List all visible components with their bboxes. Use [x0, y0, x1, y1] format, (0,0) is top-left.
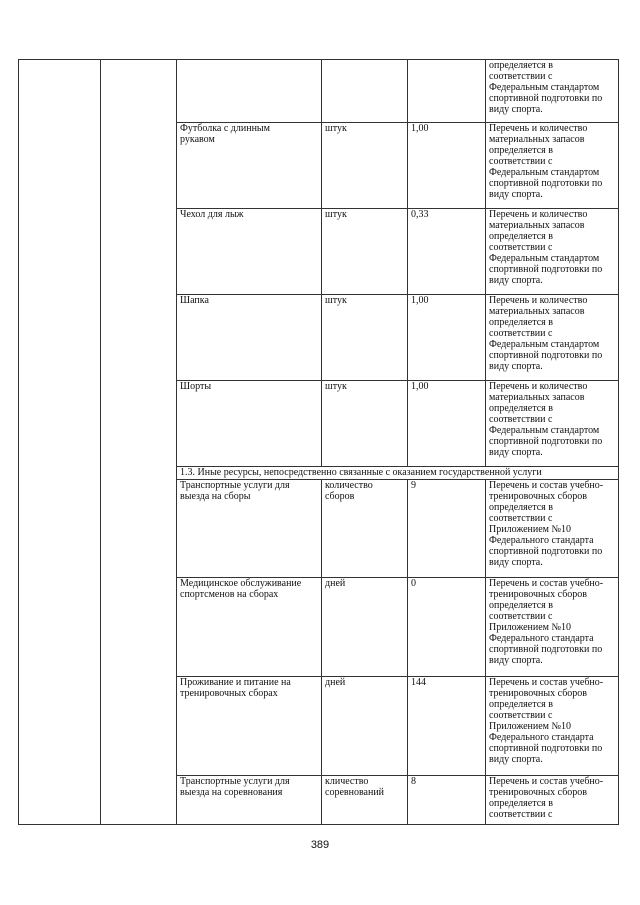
- quantity-cell: 0: [408, 578, 486, 677]
- unit-cell: штук: [322, 209, 408, 295]
- resources-table: [18, 59, 619, 825]
- note-cell: Перечень и состав учебно- тренировочных сборов определяется в соответствии с Приложением №10 Федерального стандарта спортивной подготовки по виду спорта.: [486, 578, 619, 677]
- table-row: [19, 60, 619, 123]
- item-name-cell: Шорты: [177, 381, 322, 467]
- note-cell: Перечень и количество материальных запасов определяется в соответствии с Федеральным стандартом спортивной подготовки по виду спорта.: [486, 381, 619, 467]
- note-cell: Перечень и количество материальных запасов определяется в соответствии с Федеральным стандартом спортивной подготовки по виду спорта.: [486, 123, 619, 209]
- note-cell: Перечень и количество материальных запасов определяется в соответствии с Федеральным стандартом спортивной подготовки по виду спорта.: [486, 295, 619, 381]
- item-name-cell: Шапка: [177, 295, 322, 381]
- unit-cell: штук: [322, 381, 408, 467]
- item-name-cell: Футболка с длинным рукавом: [177, 123, 322, 209]
- unit-cell: количество сборов: [322, 480, 408, 578]
- quantity-cell: 9: [408, 480, 486, 578]
- unit-cell: [322, 60, 408, 123]
- unit-cell: кличество соревнований: [322, 776, 408, 825]
- note-cell: Перечень и состав учебно- тренировочных сборов определяется в соответствии с Приложением №10 Федерального стандарта спортивной подготовки по виду спорта.: [486, 677, 619, 776]
- note-cell: Перечень и состав учебно- тренировочных сборов определяется в соответствии с Приложением №10 Федерального стандарта спортивной подготовки по виду спорта.: [486, 480, 619, 578]
- unit-cell: штук: [322, 123, 408, 209]
- item-name-cell: Чехол для лыж: [177, 209, 322, 295]
- unit-cell: штук: [322, 295, 408, 381]
- note-cell: определяется в соответствии с Федеральным стандартом спортивной подготовки по виду спорта.: [486, 60, 619, 123]
- quantity-cell: 144: [408, 677, 486, 776]
- unit-cell: дней: [322, 578, 408, 677]
- item-name-cell: [177, 60, 322, 123]
- item-name-cell: Транспортные услуги для выезда на сборы: [177, 480, 322, 578]
- quantity-cell: 1,00: [408, 295, 486, 381]
- section-title: 1.3. Иные ресурсы, непосредственно связанные с оказанием государственной услуги: [177, 467, 619, 480]
- note-cell: Перечень и количество материальных запасов определяется в соответствии с Федеральным стандартом спортивной подготовки по виду спорта.: [486, 209, 619, 295]
- quantity-cell: 1,00: [408, 123, 486, 209]
- quantity-cell: 8: [408, 776, 486, 825]
- merged-cell-col1: [19, 60, 101, 825]
- quantity-cell: [408, 60, 486, 123]
- quantity-cell: 0,33: [408, 209, 486, 295]
- item-name-cell: Транспортные услуги для выезда на соревнования: [177, 776, 322, 825]
- note-cell: Перечень и состав учебно- тренировочных сборов определяется в соответствии с: [486, 776, 619, 825]
- item-name-cell: Проживание и питание на тренировочных сборах: [177, 677, 322, 776]
- merged-cell-col2: [101, 60, 177, 825]
- item-name-cell: Медицинское обслуживание спортсменов на сборах: [177, 578, 322, 677]
- unit-cell: дней: [322, 677, 408, 776]
- page-number: 389: [310, 839, 330, 851]
- quantity-cell: 1,00: [408, 381, 486, 467]
